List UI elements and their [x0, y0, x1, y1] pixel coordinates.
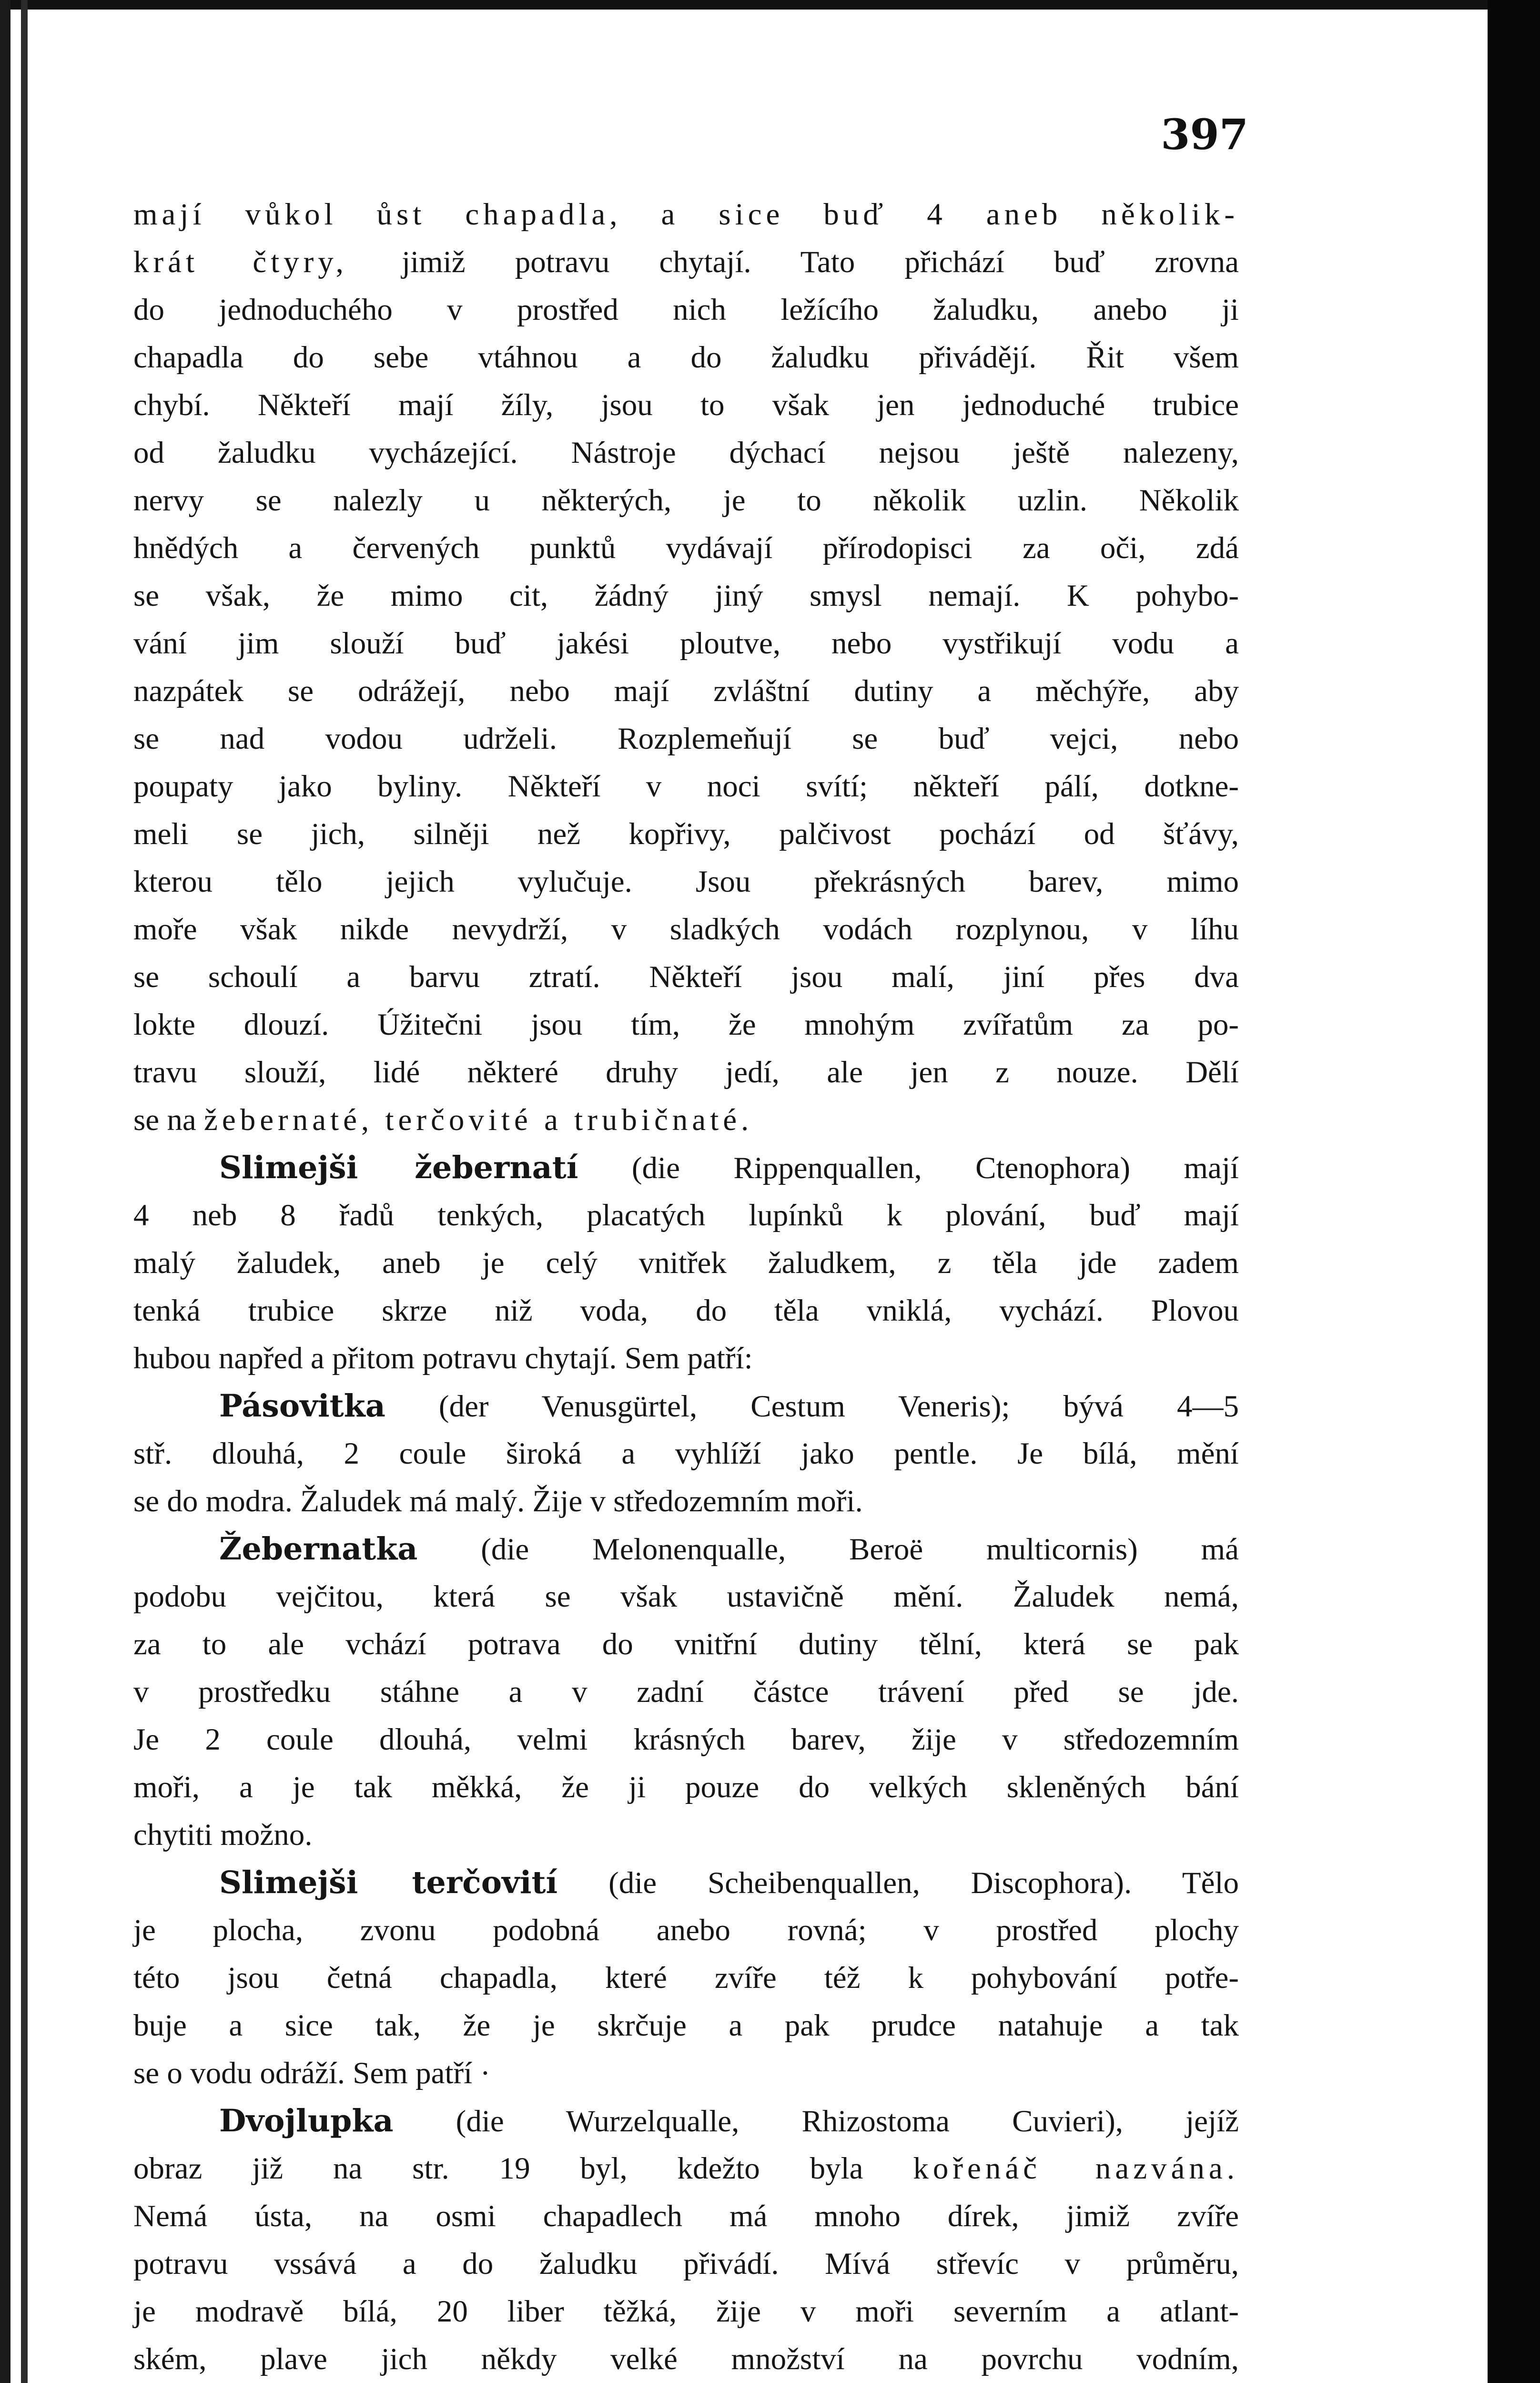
text-span: je plocha, zvonu podobná anebo rovná; v prostřed plochy — [133, 1913, 1239, 1947]
section-heading-line — [133, 1144, 1239, 1192]
text-line — [133, 524, 1239, 572]
text-span: od žaludku vycházející. Nástroje dýchací nejsou ještě nalezeny, — [133, 436, 1239, 470]
text-span: meli se jich, silněji než kopřivy, palčivost pochází od šťávy, — [133, 817, 1239, 851]
text-line — [133, 1620, 1239, 1668]
text-line — [133, 2145, 1239, 2192]
text-span: nazpátek se odrážejí, nebo mají zvláštní dutiny a měchýře, aby — [133, 674, 1239, 708]
text-span: nervy se nalezly u některých, je to několik uzlin. Několik — [133, 483, 1239, 518]
text-span: chytiti možno. — [133, 1818, 313, 1852]
text-line — [133, 1334, 1239, 1382]
text-span: travu slouží, lidé některé druhy jedí, ale jen z nouze. Dělí — [133, 1055, 1239, 1090]
text-line — [133, 1716, 1239, 1763]
text-span: poupaty jako byliny. Někteří v noci svítí; někteří pálí, dotkne- — [133, 769, 1239, 804]
text-span: malý žaludek, aneb je celý vnitřek žaludkem, z těla jde zadem — [133, 1246, 1239, 1280]
text-line — [133, 715, 1239, 763]
text-line — [133, 2049, 1239, 2097]
text-span: žebernaté, terčovité a trubičnaté. — [204, 1103, 753, 1137]
text-span: do jednoduchého v prostřed nich ležícího žaludku, anebo ji — [133, 293, 1239, 327]
text-line — [133, 1477, 1239, 1525]
text-span: se na — [133, 1103, 204, 1137]
text-span: Nemá ústa, na osmi chapadlech má mnoho dírek, jimiž zvíře — [133, 2199, 1239, 2233]
scan-border-left — [0, 0, 10, 2383]
text-line — [133, 1763, 1239, 1811]
text-line — [133, 429, 1239, 477]
section-heading-line — [133, 1859, 1239, 1906]
text-span: této jsou četná chapadla, které zvíře též k pohybování potře- — [133, 1961, 1239, 1995]
text-span: hnědých a červených punktů vydávají přírodopisci za oči, zdá — [133, 531, 1239, 565]
text-line — [133, 477, 1239, 524]
text-line — [133, 2240, 1239, 2288]
text-line — [133, 1811, 1239, 1859]
text-span: (die Wurzelqualle, Rhizostoma Cuvieri), jejíž — [393, 2104, 1239, 2139]
text-span: 4 neb 8 řadů tenkých, placatých lupínků k plování, buď mají — [133, 1198, 1239, 1232]
text-line — [133, 620, 1239, 667]
text-line — [133, 1049, 1239, 1096]
text-span: stř. dlouhá, 2 coule široká a vyhlíží jako pentle. Je bílá, mění — [133, 1436, 1239, 1471]
text-span: chapadla, a sice buď 4 aneb několik- — [465, 197, 1239, 232]
text-span: hubou napřed a přitom potravu chytají. Sem patří: — [133, 1341, 753, 1375]
text-line — [133, 2192, 1239, 2240]
text-line — [133, 1906, 1239, 1954]
text-line — [133, 906, 1239, 953]
text-line — [133, 1096, 1239, 1144]
text-line — [133, 1954, 1239, 2002]
text-line — [133, 1573, 1239, 1620]
text-line — [133, 763, 1239, 810]
text-span: lokte dlouzí. Úžitečni jsou tím, že mnohým zvířatům za po- — [133, 1008, 1239, 1042]
text-span: (die Melonenqualle, Beroë multicornis) má — [417, 1532, 1239, 1567]
text-line — [133, 2288, 1239, 2335]
text-span: tenká trubice skrze niž voda, do těla vniklá, vychází. Plovou — [133, 1293, 1239, 1328]
entry-heading-line — [133, 1382, 1239, 1430]
text-span: se však, že mimo cit, žádný jiný smysl nemají. K pohybo- — [133, 579, 1239, 613]
text-span: buje a sice tak, že je skrčuje a pak prudce natahuje a tak — [133, 2008, 1239, 2043]
entry-heading-line — [133, 1525, 1239, 1573]
text-span: krát čtyry, — [133, 245, 402, 279]
text-line — [133, 572, 1239, 620]
text-span: Je 2 coule dlouhá, velmi krásných barev, žije v středozemním — [133, 1722, 1239, 1757]
text-span: chybí. Někteří mají žíly, jsou to však jen jednoduché trubice — [133, 388, 1239, 422]
text-span: v prostředku stáhne a v zadní částce trávení před se jde. — [133, 1675, 1239, 1709]
text-span: chapadla do sebe vtáhnou a do žaludku přivádějí. Řit všem — [133, 340, 1239, 375]
text-span: za to ale vchází potrava do vnitřní dutiny tělní, která se pak — [133, 1627, 1239, 1661]
text-line — [133, 238, 1239, 286]
section-heading: Slimejši žebernatí — [219, 1150, 578, 1186]
text-span: moře však nikde nevydrží, v sladkých vodách rozplynou, v líhu — [133, 912, 1239, 947]
scan-border-right — [1488, 0, 1540, 2383]
text-span: (die Scheibenquallen, Discophora). Tělo — [557, 1866, 1239, 1900]
text-span: se nad vodou udrželi. Rozplemeňují se buď vejci, nebo — [133, 722, 1239, 756]
text-line — [133, 1001, 1239, 1049]
entry-heading: Žebernatka — [219, 1531, 418, 1567]
entry-heading: Dvojlupka — [219, 2103, 394, 2139]
scan-border-inner-left — [21, 0, 28, 2383]
text-span: (die Rippenquallen, Ctenophora) mají — [578, 1151, 1239, 1185]
text-line — [133, 191, 1239, 238]
text-span: mají vůkol ůst — [133, 197, 466, 232]
text-line — [133, 1668, 1239, 1716]
text-span: ském, plave jich někdy velké množství na povrchu vodním, — [133, 2342, 1239, 2376]
text-span: vání jim slouží buď jakési ploutve, nebo vystřikují vodu a — [133, 626, 1239, 661]
body-text — [133, 191, 1239, 2383]
section-heading: Slimejši terčovití — [219, 1864, 558, 1901]
text-span: se o vodu odráží. Sem patří · — [133, 2056, 491, 2090]
text-line — [133, 1287, 1239, 1334]
text-line — [133, 381, 1239, 429]
page-number: 397 — [1161, 110, 1248, 159]
text-span: je modravě bílá, 20 liber těžká, žije v moři severním a atlant- — [133, 2294, 1239, 2329]
scan-border-top — [0, 0, 1540, 10]
text-span: kterou tělo jejich vylučuje. Jsou překrásných barev, mimo — [133, 865, 1239, 899]
text-span: obraz již na str. 19 byl, kdežto byla — [133, 2151, 913, 2186]
entry-heading: Pásovitka — [219, 1388, 385, 1424]
text-span: podobu vejčitou, která se však ustavičně mění. Žaludek nemá, — [133, 1579, 1239, 1614]
text-line — [133, 667, 1239, 715]
text-span: se do modra. Žaludek má malý. Žije v středozemním moři. — [133, 1484, 863, 1518]
text-line — [133, 286, 1239, 334]
text-span: jimiž potravu chytají. Tato přichází buď zrovna — [402, 245, 1239, 279]
text-line — [133, 334, 1239, 381]
text-line — [133, 1430, 1239, 1477]
text-line — [133, 810, 1239, 858]
text-span: kořenáč nazvána. — [913, 2151, 1239, 2186]
text-line — [133, 2002, 1239, 2049]
text-span: potravu vssává a do žaludku přivádí. Mívá střevíc v průměru, — [133, 2247, 1239, 2281]
text-line — [133, 953, 1239, 1001]
text-span: moři, a je tak měkká, že ji pouze do velkých skleněných bání — [133, 1770, 1239, 1804]
text-line — [133, 1192, 1239, 1239]
text-line — [133, 2335, 1239, 2383]
text-line — [133, 1239, 1239, 1287]
text-span: (der Venusgürtel, Cestum Veneris); bývá 4—5 — [385, 1389, 1239, 1424]
text-line — [133, 858, 1239, 906]
text-span: se schoulí a barvu ztratí. Někteří jsou malí, jiní přes dva — [133, 960, 1239, 994]
entry-heading-line — [133, 2097, 1239, 2145]
